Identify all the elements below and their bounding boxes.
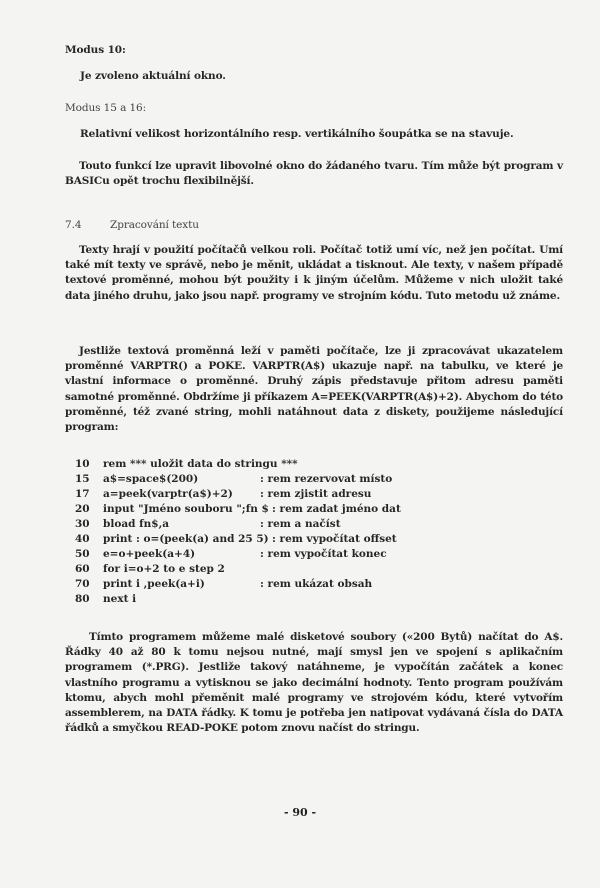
modus10-heading: Modus 10: (65, 44, 126, 56)
line-number: 80 (75, 593, 90, 605)
code-remark: : rem ukázat obsah (260, 578, 373, 590)
code-command: print : o=(peek(a) and 25 5) (103, 533, 269, 545)
code-command: next i (103, 593, 137, 605)
code-remark: : rem rezervovat místo (260, 473, 393, 485)
paragraph-texty: Texty hrají v použití počítačů velkou roli. Počítač totiž umí víc, než jen počítat. Umí také mít texty ve správě, nebo je měnit, ukládat a tisknout. Ale texty, v našem případě textové proměnné, mohou být použity i k jiným účelům. Můžeme v nich uložit také data jiného druhu, jako jsou např. programy ve strojním kódu. Tuto metodu už známe. (65, 244, 563, 302)
modus15-heading: Modus 15 a 16: (65, 102, 147, 114)
section-number: 7.4 (65, 219, 82, 231)
code-remark: : rem a načíst (260, 518, 341, 530)
paragraph-timto: Tímto programem můžeme malé disketové soubory («200 Bytů) načítat do A$. Řádky 40 až 80 k tomu nejsou nutné, mají smysl jen ve spojení s aplikačním programem (*.PRG). Jestliže takový natáhneme, je vypočítán začátek a konec vlastního programu a vytisknou se jako decimální hodnoty. Tento program používám ktomu, abych mohl přeměnit malé programy ve strojovém kódu, které vytvořím assemblerem, na DATA řádky. K tomu je potřeba jen natipovat vydávaná čísla do DATA řádků a smyčkou READ-POKE potom znovu načíst do stringu. (65, 631, 563, 735)
line-number: 15 (75, 473, 90, 485)
paragraph-funkci: Touto funkcí lze upravit libovolné okno do žádaného tvaru. Tím může být program v BASICu opět trochu flexibilnější. (65, 160, 563, 188)
line-number: 40 (75, 533, 90, 545)
page-number: - 90 - (283, 806, 317, 819)
code-command: a=peek(varptr(a$)+2) (103, 488, 233, 500)
code-command: print i ,peek(a+i) (103, 578, 205, 590)
code-command: for i=o+2 to e step 2 (103, 563, 225, 575)
modus10-text: Je zvoleno aktuální okno. (80, 70, 226, 82)
line-number: 70 (75, 578, 90, 590)
code-command: rem *** uložit data do stringu *** (103, 458, 298, 470)
code-remark: : rem zadat jméno dat (272, 503, 401, 515)
line-number: 10 (75, 458, 90, 470)
paragraph-jestlize: Jestliže textová proměnná leží v paměti počítače, lze ji zpracovávat ukazatelem proměnné VARPTR() a POKE. VARPTR(A$) ukazuje např. na tabulku, ve které je vlastní informace o proměnné. Druhý zápis představuje přitom adresu paměti samotné proměnné. Obdržíme ji příkazem A=PEEK(VARPTR(A$)+2). Abychom do této proměnné, též zvané string, mohli natáhnout data z diskety, použijeme následující program: (65, 345, 563, 434)
code-remark: : rem zjistit adresu (260, 488, 372, 500)
code-command: bload fn$,a (103, 518, 170, 530)
line-number: 50 (75, 548, 90, 560)
code-command: e=o+peek(a+4) (103, 548, 196, 560)
line-number: 60 (75, 563, 90, 575)
line-number: 20 (75, 503, 90, 515)
line-number: 30 (75, 518, 90, 530)
section-title: Zpracování textu (110, 219, 199, 231)
line-number: 17 (75, 488, 90, 500)
modus15-text: Relativní velikost horizontálního resp. vertikálního šoupátka se na stavuje. (80, 128, 514, 140)
code-command: input "Jméno souboru ";fn $ (103, 503, 269, 515)
code-command: a$=space$(200) (103, 473, 199, 485)
code-remark: : rem vypočítat konec (260, 548, 387, 560)
code-remark: : rem vypočítat offset (272, 533, 397, 545)
